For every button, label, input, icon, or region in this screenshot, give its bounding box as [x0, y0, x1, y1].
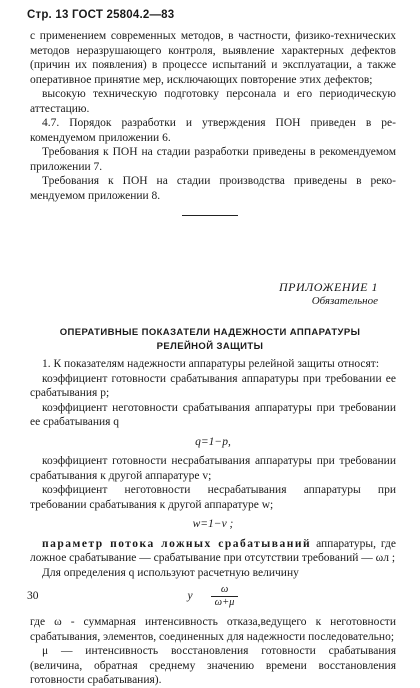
paragraph-indicators-intro: 1. К показателям надежности аппаратуры релейной защиты относят:: [42, 358, 380, 370]
paragraph-false-operation: [30, 537, 396, 566]
formula-y-numerator: ω: [220, 584, 229, 595]
section-title: ОПЕРАТИВНЫЕ ПОКАЗАТЕЛИ НАДЕЖНОСТИ АППАРАТУРЫ РЕЛЕЙНОЙ ЗАЩИТЫ: [59, 327, 361, 352]
paragraph-dev-requirements: Требования к ПОН на стадии разработки приведены в рекомендуемом приложении 7.: [30, 146, 396, 173]
paragraph-prod-requirements: Требования к ПОН на стадии производства приведены в рекомендуемом приложении 8.: [30, 175, 396, 202]
formula-y-fraction: [211, 584, 239, 609]
appendix-subtitle: Обязательное: [311, 295, 378, 307]
section-divider: [182, 215, 238, 216]
lower-text-block: [30, 357, 396, 688]
formula-y-denominator: ω+μ: [211, 596, 239, 609]
paragraph-mu-definition: μ — интенсивность восстановления готовности срабатывания (величина, обратная среднему значению времени восстановления готовности срабатывания).: [30, 645, 396, 686]
paragraph-calculation: Для определения q используют расчетную величину: [42, 566, 299, 579]
paragraph-readiness-coefficient: коэффициент готовности срабатывания аппаратуры при требовании ее срабатывания p;: [30, 372, 396, 399]
paragraph-4-7: 4.7. Порядок разработки и утверждения ПОН приведен в рекомендуемом приложении 6.: [30, 117, 396, 144]
formula-w: w=1−v ;: [192, 518, 234, 530]
formula-y-left: y: [187, 590, 193, 603]
paragraph-non-operation-unreadiness: коэффициент неготовности несрабатывания аппаратуры при требовании срабатывания к другой аппаратуре w;: [30, 484, 396, 511]
paragraph-unreadiness-coefficient: коэффициент неготовности срабатывания аппаратуры при требовании ее срабатывания q: [30, 401, 396, 428]
formula-q: q=1−p,: [195, 435, 231, 448]
page-number: 30: [27, 590, 39, 602]
top-text-block: [30, 29, 396, 203]
paragraph-non-operation-readiness: коэффициент готовности несрабатывания аппаратуры при требовании срабатывания к другой аппаратуре v;: [30, 455, 396, 482]
page-header: Стр. 13 ГОСТ 25804.2—83: [27, 9, 175, 21]
false-operation-definition: аппаратуры, где ложное срабатывание — срабатывание при отсутствии требований — ωл ;: [30, 537, 396, 564]
paragraph-training: высокую техническую подготовку персонала и его периодическую аттестацию.: [30, 88, 396, 115]
paragraph-omega-definition: где ω - суммарная интенсивность отказа,ведущего к неготовности срабатывания, элементов, соединенных для надежности последовательно;: [30, 616, 396, 643]
appendix-title: ПРИЛОЖЕНИЕ 1: [279, 280, 378, 294]
formula-y: [30, 584, 396, 609]
false-operation-term: параметр потока ложных срабатываний: [42, 537, 312, 550]
paragraph-methods: с применением современных методов, в частности, физико-технических методов неразрушающего контроля, выявление характерных дефектов (причин их появления) в процессе испытаний и эксплуатации, а также оперативное принятие мер, исключающих повторение этих дефектов;: [30, 30, 396, 86]
